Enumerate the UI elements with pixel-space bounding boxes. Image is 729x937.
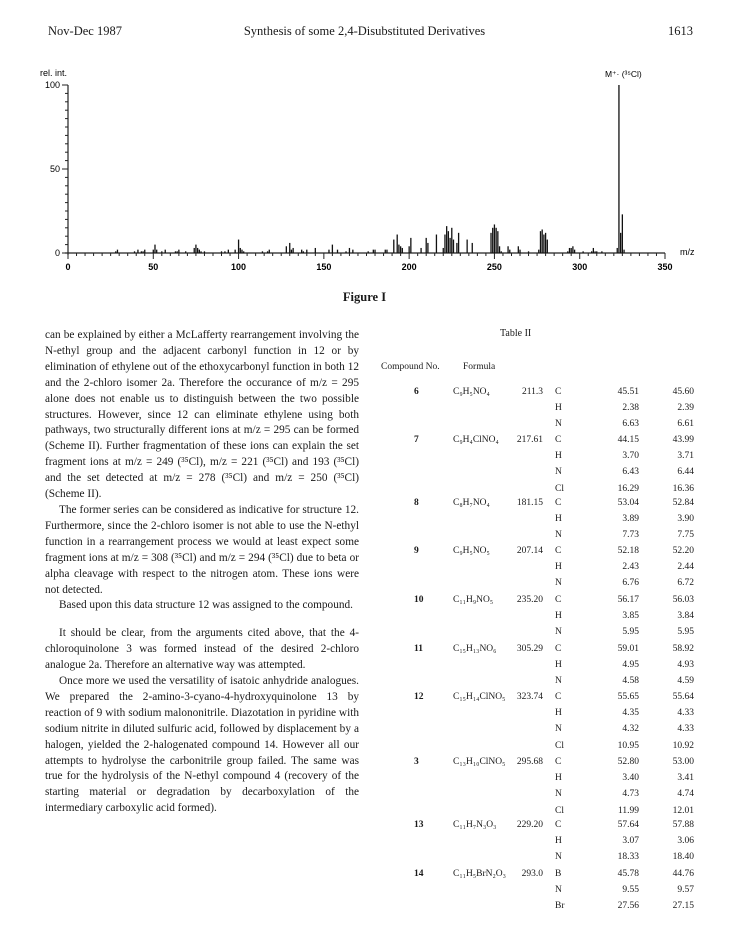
compound-number: 6: [414, 387, 419, 397]
found-value: 2.39: [677, 403, 694, 414]
molecular-weight: 217.61: [516, 435, 543, 445]
calculated-value: 3.40: [622, 773, 639, 784]
figure-caption: Figure I: [342, 290, 387, 304]
molecular-weight: 293.0: [521, 869, 543, 879]
compound-number: 14: [414, 869, 424, 879]
found-value: 3.06: [677, 836, 694, 847]
element-symbol: H: [555, 773, 562, 784]
x-tick-label: 250: [486, 262, 502, 272]
x-tick-label: 200: [401, 262, 417, 272]
found-value: 3.90: [677, 514, 694, 525]
calculated-value: 2.38: [622, 403, 639, 414]
found-value: 57.88: [672, 820, 694, 830]
element-symbol: N: [555, 789, 562, 800]
y-tick-label: 50: [49, 164, 60, 174]
found-value: 55.64: [672, 692, 694, 702]
compound-number: 3: [414, 757, 419, 767]
found-value: 56.03: [672, 595, 694, 605]
found-value: 2.44: [677, 562, 694, 573]
calculated-value: 2.43: [622, 562, 639, 573]
found-value: 9.57: [677, 885, 694, 896]
x-tick-label: 350: [657, 262, 673, 272]
y-axis-label: rel. int.: [40, 68, 68, 78]
body-paragraph: It should be clear, from the arguments cited above, that the 4-chloroquinolone 3 was formed instead of the desired 2-chloro analogue 2a. Therefore an alternative way was attempted.: [45, 627, 359, 672]
element-symbol: C: [555, 757, 562, 767]
calculated-value: 59.01: [617, 644, 639, 654]
found-value: 10.92: [672, 740, 694, 751]
element-symbol: H: [555, 836, 562, 847]
calculated-value: 44.15: [617, 435, 639, 445]
molecular-formula: C₁₁H₉NO₅: [453, 595, 494, 605]
calculated-value: 5.95: [622, 627, 639, 638]
compound-number: 9: [414, 546, 419, 556]
molecular-formula: C₉H₅NO₅: [453, 546, 490, 556]
element-symbol: N: [555, 724, 562, 735]
found-value: 6.44: [677, 467, 694, 478]
calculated-value: 55.65: [617, 692, 639, 702]
x-axis-label: m/z: [680, 247, 695, 257]
element-symbol: Br: [555, 901, 565, 912]
table-title: Table II: [500, 328, 532, 339]
x-tick-label: 300: [572, 262, 588, 272]
element-symbol: N: [555, 627, 562, 638]
found-value: 58.92: [672, 644, 694, 654]
found-value: 52.84: [672, 498, 694, 508]
calculated-value: 56.17: [617, 595, 639, 605]
calculated-value: 7.73: [622, 530, 639, 541]
molecular-formula: C₉H₄ClNO₄: [453, 435, 499, 445]
element-symbol: N: [555, 530, 562, 541]
element-symbol: N: [555, 852, 562, 863]
compound-number: 8: [414, 498, 419, 508]
calculated-value: 45.78: [617, 869, 639, 879]
element-symbol: C: [555, 387, 562, 397]
calculated-value: 3.89: [622, 514, 639, 525]
found-value: 4.59: [677, 676, 694, 687]
element-symbol: N: [555, 676, 562, 687]
body-paragraph: can be explained by either a McLafferty rearrangement involving the N-ethyl group and the adjacent carbonyl function in 12 or by elimination of ethylene out of the ethoxycarbonyl function in both 12 and the 2-chloro isomer 2a. Therefore the occurance of m/z = 295 alone does not enable us to distinguish between the two possible structures. However, since 12 can eliminate ethylene using both pathways, two structurally different ions at m/z = 295 can be formed (Scheme II). Further fragmentation of these ions can explain the set fragment ions at m/z = 249 (³⁵Cl), m/z = 221 (³⁵Cl) and 193 (³⁵Cl) and the set detected at m/z = 278 (³⁵Cl) and m/z = 250 (³⁵Cl) (Scheme II).: [45, 329, 359, 501]
compound-number: 13: [414, 820, 424, 830]
element-symbol: B: [555, 869, 562, 879]
found-value: 27.15: [672, 901, 694, 912]
found-value: 6.61: [677, 419, 694, 430]
x-tick-label: 150: [316, 262, 332, 272]
found-value: 3.71: [677, 451, 694, 462]
calculated-value: 4.35: [622, 708, 639, 719]
body-paragraph: Once more we used the versatility of isatoic anhydride analogues. We prepared the 2-amino-3-cyano-4-hydroxyquinolone 13 by reaction of 9 with sodium malononitrile. Diazotation in pyridine with sodium nitrite in diluted sulfuric acid, followed by displacement by a halogen, yielded the 2-halogenated compound 14. However all our attempts to hydrolyse the carbonitrile group failed. The same was true for the hydrolysis of the N-ethyl compound 4 (recovery of the starting material or degradation by decarboxylation of the intermediary carboxylic acid formed).: [45, 675, 359, 815]
molecular-formula: C₉H₅NO₄: [453, 387, 490, 397]
element-symbol: Cl: [555, 483, 564, 494]
running-header-title: Synthesis of some 2,4-Disubstituted Derivatives: [243, 24, 486, 38]
calculated-value: 4.95: [622, 660, 639, 671]
element-symbol: N: [555, 885, 562, 896]
molecular-weight: 207.14: [516, 546, 543, 556]
element-symbol: H: [555, 562, 562, 573]
found-value: 4.33: [677, 708, 694, 719]
body-paragraph: Based upon this data structure 12 was assigned to the compound.: [59, 599, 353, 612]
found-value: 6.72: [677, 578, 694, 589]
element-symbol: C: [555, 644, 562, 654]
found-value: 52.20: [672, 546, 694, 556]
molecular-weight: 323.74: [516, 692, 543, 702]
found-value: 5.95: [677, 627, 694, 638]
element-symbol: C: [555, 498, 562, 508]
calculated-value: 3.85: [622, 611, 639, 622]
molecular-weight: 295.68: [516, 757, 543, 767]
calculated-value: 4.32: [622, 724, 639, 735]
calculated-value: 4.58: [622, 676, 639, 687]
calculated-value: 16.29: [617, 483, 639, 494]
found-value: 4.93: [677, 660, 694, 671]
calculated-value: 10.95: [617, 740, 639, 751]
found-value: 3.84: [677, 611, 694, 622]
calculated-value: 45.51: [617, 387, 639, 397]
molecular-formula: C₁₃H₁₀ClNO₅: [453, 757, 506, 767]
element-symbol: Cl: [555, 740, 564, 751]
compound-number: 10: [414, 595, 424, 605]
x-tick-label: 50: [148, 262, 159, 272]
molecular-weight: 235.20: [516, 595, 543, 605]
running-header-date: Nov-Dec 1987: [48, 24, 122, 38]
found-value: 45.60: [672, 387, 694, 397]
element-symbol: H: [555, 611, 562, 622]
found-value: 16.36: [672, 483, 694, 494]
element-symbol: N: [555, 419, 562, 430]
calculated-value: 11.99: [617, 805, 639, 816]
x-tick-label: 0: [65, 262, 71, 272]
element-symbol: N: [555, 467, 562, 478]
compound-number: 7: [414, 435, 419, 445]
body-paragraph: The former series can be considered as indicative for structure 12. Furthermore, since the 2-chloro isomer is not able to use the N-ethyl function in a rearrangement process we would at least expect some fragment ions at m/z = 308 (³⁵Cl) and m/z = 294 (³⁵Cl) due to beta or alpha cleavage with respect to the nitrogen atom. These ions were not detected.: [45, 503, 359, 596]
found-value: 43.99: [672, 435, 694, 445]
found-value: 53.00: [672, 757, 694, 767]
x-tick-label: 100: [231, 262, 247, 272]
element-symbol: H: [555, 451, 562, 462]
calculated-value: 9.55: [622, 885, 639, 896]
y-tick-label: 0: [54, 248, 60, 258]
element-symbol: C: [555, 692, 562, 702]
calculated-value: 27.56: [617, 901, 639, 912]
molecular-weight: 181.15: [516, 498, 543, 508]
molecular-weight: 305.29: [516, 644, 543, 654]
y-tick-label: 100: [44, 80, 60, 90]
calculated-value: 6.43: [622, 467, 639, 478]
element-symbol: Cl: [555, 805, 564, 816]
found-value: 7.75: [677, 530, 694, 541]
element-symbol: H: [555, 708, 562, 719]
calculated-value: 3.70: [622, 451, 639, 462]
molecular-weight: 211.3: [521, 387, 543, 397]
element-symbol: C: [555, 595, 562, 605]
element-symbol: C: [555, 820, 562, 830]
found-value: 4.74: [677, 789, 694, 800]
calculated-value: 57.64: [617, 820, 639, 830]
element-symbol: N: [555, 578, 562, 589]
calculated-value: 3.07: [622, 836, 639, 847]
element-symbol: C: [555, 435, 562, 445]
molecular-formula: C₁₅H₁₃NO₆: [453, 644, 497, 654]
found-value: 4.33: [677, 724, 694, 735]
calculated-value: 52.18: [617, 546, 639, 556]
found-value: 18.40: [672, 852, 694, 863]
molecular-formula: C₁₁H₇N₃O₃: [453, 820, 497, 830]
element-symbol: H: [555, 660, 562, 671]
calculated-value: 4.73: [622, 789, 639, 800]
molecular-formula: C₁₁H₅BrN₂O₃: [453, 869, 506, 879]
found-value: 44.76: [672, 869, 694, 879]
calculated-value: 18.33: [617, 852, 639, 863]
element-symbol: C: [555, 546, 562, 556]
table-header-compound: Compound No.: [381, 362, 440, 372]
table-header-formula: Formula: [463, 362, 496, 372]
compound-number: 11: [414, 644, 423, 654]
element-symbol: H: [555, 403, 562, 414]
found-value: 3.41: [677, 773, 694, 784]
element-symbol: H: [555, 514, 562, 525]
molecular-formula: C₁₅H₁₄ClNO₅: [453, 692, 506, 702]
calculated-value: 53.04: [617, 498, 639, 508]
compound-number: 12: [414, 692, 424, 702]
calculated-value: 52.80: [617, 757, 639, 767]
calculated-value: 6.76: [622, 578, 639, 589]
molecular-formula: C₈H₇NO₄: [453, 498, 490, 508]
found-value: 12.01: [672, 805, 694, 816]
page-number: 1613: [668, 24, 693, 38]
molecular-weight: 229.20: [516, 820, 543, 830]
calculated-value: 6.63: [622, 419, 639, 430]
molecular-ion-label: M⁺· (³⁵Cl): [604, 69, 642, 79]
